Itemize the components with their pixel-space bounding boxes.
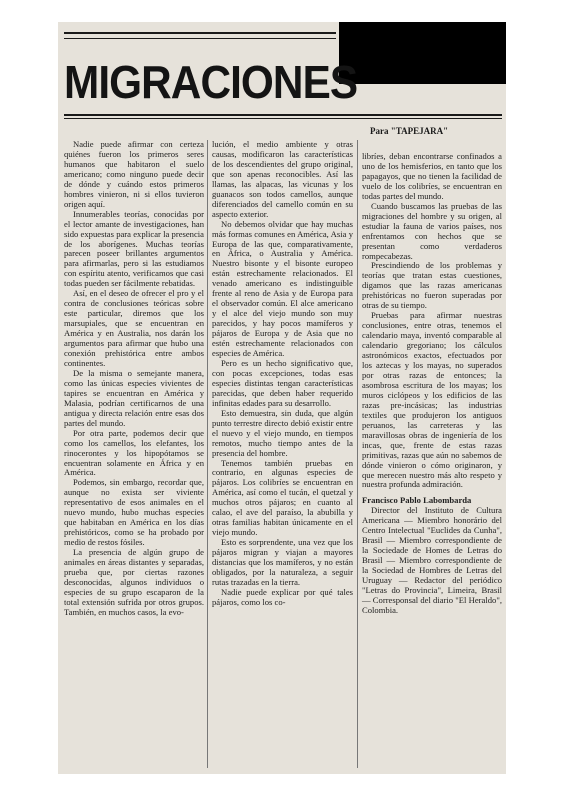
redaction-block [339, 22, 506, 84]
paragraph: No debemos olvidar que hay muchas más formas comunes en América, Asia y Europa de las que, comparativamente, en África, o Australia y América. Nuestro bisonte y el bisonte europeo están estrechamente relacionados. El venado americano es indistinguible frente al reno de Asia y de Europa para el observador común. El alce americano y el alce del viejo mundo son muy parecidos, y hay pocos mamíferos y pájaros de Europa y de Asia que no estén estrechamente relacionados con especies de América. [212, 218, 353, 359]
byline: Para "TAPEJARA" [370, 126, 449, 136]
paragraph: lución, el medio ambiente y otras causas, modificaron las características de los descendientes del grupo original, que son apenas reconocibles. Así las llamas, las alpacas, las vicunas y los guanacos son todos camellos, aunque diferenciados del camello común en su aspecto exterior. [212, 139, 353, 219]
paragraph: Nadie puede explicar por qué tales pájaros, como los co- [212, 586, 353, 607]
header-rule-second [64, 38, 336, 39]
article-column-1 [64, 140, 204, 618]
paragraph: Por otra parte, podemos decir que como los camellos, los elefantes, los rinocerontes y los hipopótamos se encuentran solamente en África y en América. [64, 427, 204, 478]
paragraph: De la misma o semejante manera, como las únicas especies vivientes de tapires se encuentran en América y Malasia, podrían certificarnos de una antigua y directa relación entre esas dos partes del mundo. [64, 367, 204, 428]
paragraph: libríes, deban encontrarse confinados a uno de los hemisferios, en tanto que los papagayos, que no tienen la facilidad de vuelo de los colibríes, se encuentran en todas partes del mundo. [362, 151, 502, 201]
paragraph: Cuando buscamos las pruebas de las migraciones del hombre y su origen, al estudiar la fauna de varios países, nos enfrentamos con hechos que se presentan como verdaderos rompecabezas. [362, 200, 502, 261]
column-divider-1 [207, 140, 208, 768]
paragraph: Tenemos también pruebas en contrario, en algunas especies de pájaros. Los colibríes se encuentran en América, así como el tucán, el quetzal y muchos otros pájaros; en cuanto al calao, el ave del paraíso, la abubilla y otras familias habitan únicamente en el viejo mundo. [212, 457, 353, 538]
paragraph: Así, en el deseo de ofrecer el pro y el contra de conclusiones teóricas sobre este particular, diremos que los marsupiales, que se encuentran en América y en Australia, nos darán los argumentos para afirmar que hubo una conexión prehistórica entre ambos continentes. [64, 288, 204, 368]
title-underline-thick [64, 114, 502, 116]
paragraph: Pero es un hecho significativo que, con pocas excepciones, todas esas especies distintas tengan características parecidas, que deben haber requerido infinitas edades para su desarrollo. [212, 357, 353, 408]
headline-title: MIGRACIONES [64, 56, 358, 108]
article-column-2 [212, 140, 353, 608]
author-name: Francisco Pablo Labombarda [362, 495, 472, 506]
paragraph: Esto es sorprendente, una vez que los pájaros migran y viajan a mayores distancias que los mamíferos, y no están obligados, por la naturaleza, a seguir rutas trazadas en la tierra. [212, 537, 353, 587]
author-credentials: Director del Instituto de Cultura Americana — Miembro honorário del Centro Intelectual "Euclides da Cunha", Brasil — Miembro correspondiente de la Sociedade de Homes de Letras do Brasil — Miembro correspondiente de la Sociedad de Hombres de Letras del Uruguay — Redactor del periódico "Letras do Provincia", Limeira, Brasil — Corresponsal del diario "El Heraldo", Colombia. [362, 505, 502, 615]
paragraph: Esto demuestra, sin duda, que algún punto terrestre directo debió existir entre el nuevo y el viejo mundo, en tiempos remotos, mucho tiempo antes de la presencia del hombre. [212, 407, 353, 458]
paragraph: Nadie puede afirmar con certeza quiénes fueron los primeros seres humanos que habitaron el suelo americano; como ninguno puede decir de dónde y cuándo estos primeros hombres vinieron, ni si ellos tuvieron origen aquí. [64, 139, 204, 209]
paragraph: Pruebas para afirmar nuestras conclusiones, entre otras, tenemos el calendario maya, inventó comparable al calendario gregoriano; los cálculos astronómicos exactos, efectuados por los aztecas y los mayas, no superados por otras razas de entonces; la asombrosa escritura de los mayas; los muros ciclópeos y los edificios de las razas pre-incásicas; las industrias textiles que produjeron los antiguos peruanos, las carreteras y las maravillosas obras de ingeniería de los incas, que, frente de estas razas primitivas, razas que aún no sabemos de dónde vinieron o cómo originaron, y que merecen nuestro más alto respeto y nuestra profunda admiración. [362, 310, 502, 490]
title-underline-thin [64, 118, 502, 119]
newspaper-clipping [58, 22, 506, 774]
column-divider-2 [357, 140, 358, 768]
paragraph: Prescindiendo de los problemas y teorías que tratan estas cuestiones, digamos que las razas americanas prehistóricas no fueron superadas por otras de su tiempo. [362, 260, 502, 311]
header-rule-top [64, 32, 336, 34]
article-column-3 [362, 152, 502, 616]
paragraph: Innumerables teorías, conocidas por el lector amante de investigaciones, han sido expuestas para explicar la presencia de los aborígenes. Muchas teorías parecen poseer brillantes argumentos para afirmarlas, pero si las estudiamos con espíritu atento, verificamos que casi todas pueden ser fácilmente rebatidas. [64, 208, 204, 289]
paragraph: La presencia de algún grupo de animales en áreas distantes y separadas, prueba que, por ciertas razones desconocidas, algunos individuos o especies de su grupo escaparon de la total extensión sufrida por otros grupos. También, en muchos casos, la evo- [64, 547, 204, 617]
paragraph: Podemos, sin embargo, recordar que, aunque no exista ser viviente representativo de esos animales en el nuevo mundo, hubo muchas especies que habitaban en América en los días prehistóricos, como se ha probado por medio de restos fósiles. [64, 477, 204, 548]
